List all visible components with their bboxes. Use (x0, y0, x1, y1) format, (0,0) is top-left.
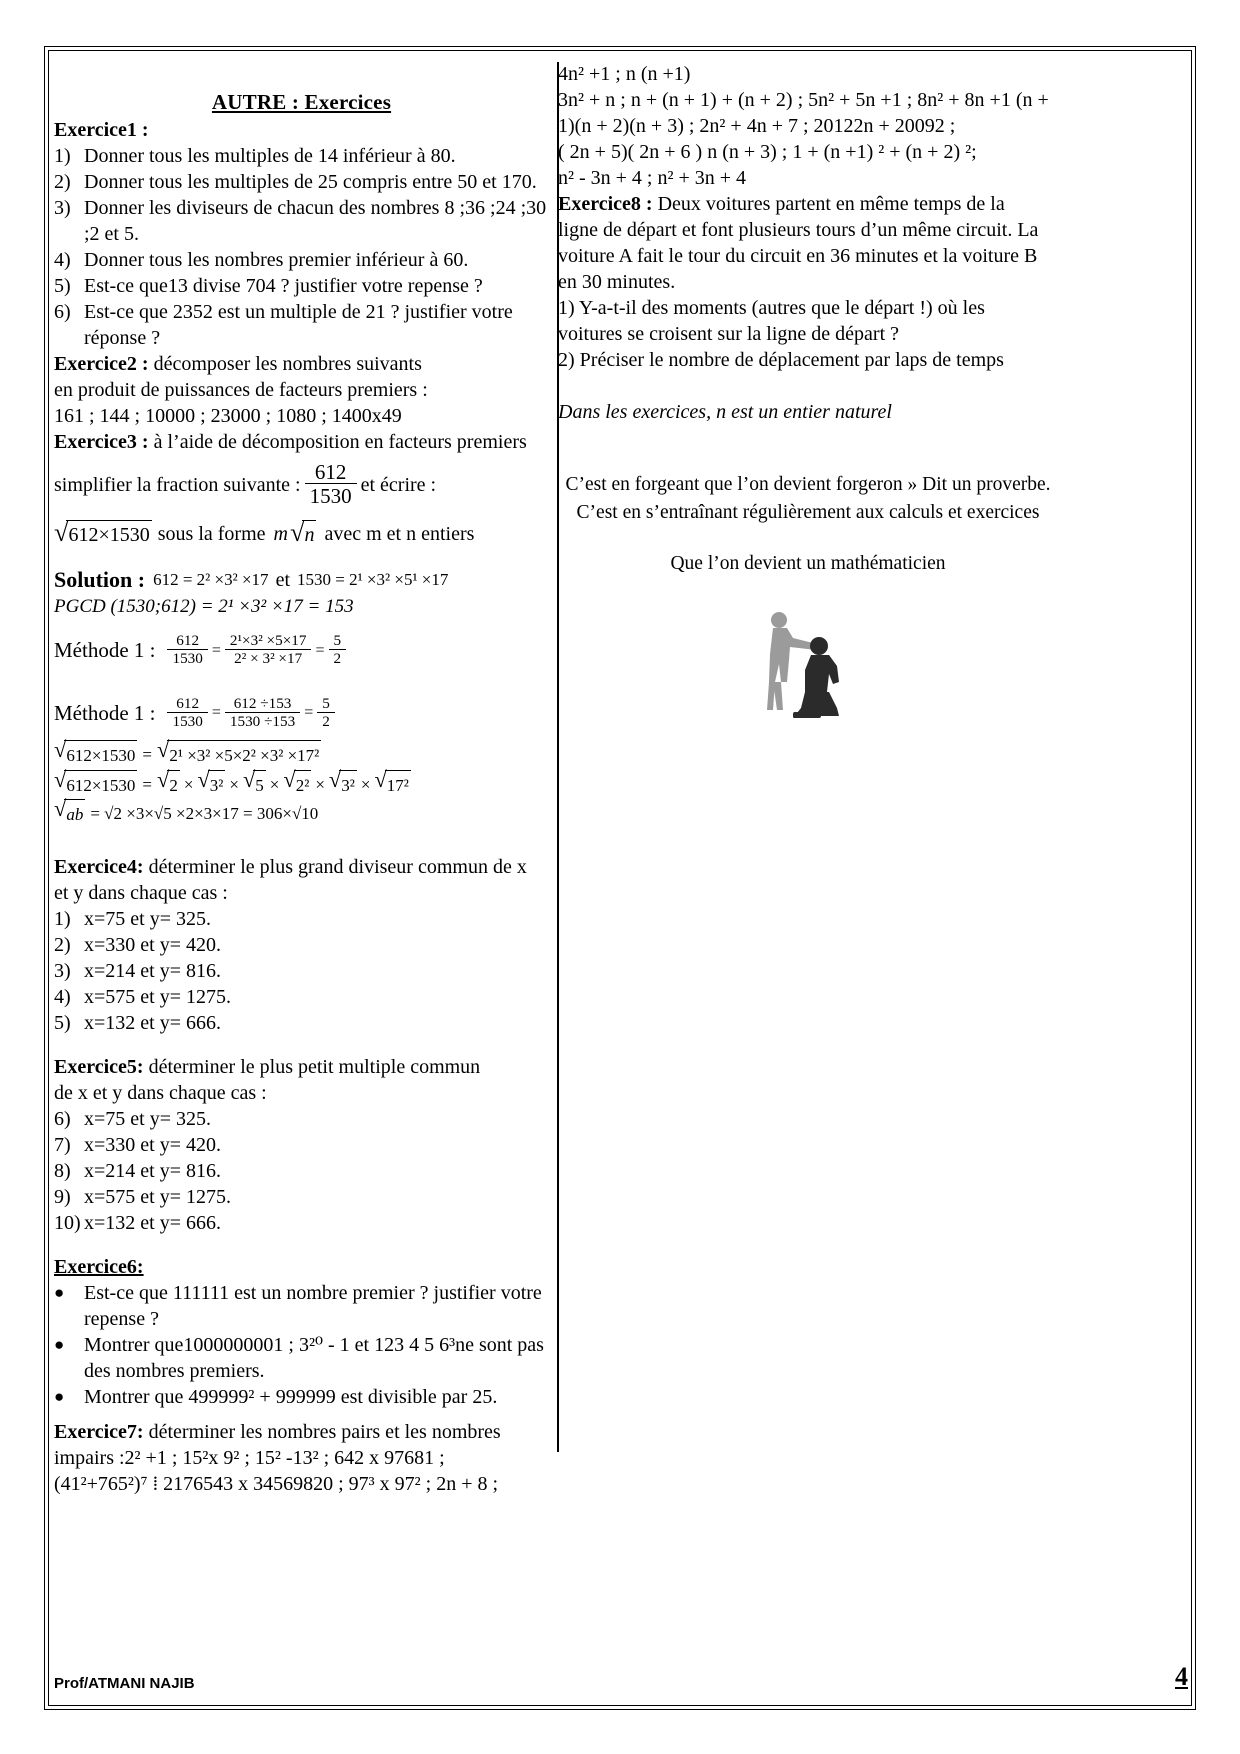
exercice5-line2: de x et y dans chaque cas : (54, 1081, 267, 1104)
silhouette-illustration (743, 604, 873, 732)
item-number: 4) (54, 249, 71, 271)
radical-sign-icon: √ (54, 766, 67, 792)
radicand: 3² (339, 770, 357, 799)
radical-sign-icon: √ (374, 766, 387, 792)
item-text: Donner tous les multiples de 14 inférieur à 80. (84, 145, 456, 167)
radicand: 2² (294, 770, 312, 799)
bullet-text: Est-ce que 111111 est un nombre premier ? justifier votre repense ? (84, 1281, 542, 1330)
item-number: 10) (54, 1211, 81, 1234)
exercice3-before-fraction: simplifier la fraction suivante : (54, 473, 301, 496)
list-item (54, 958, 549, 984)
quote-line-3: Que l’on devient un mathématicien (670, 552, 946, 574)
list-item (54, 169, 549, 195)
methode1-label: Méthode 1 : (54, 638, 156, 663)
footer-author: Prof/ATMANI NAJIB (54, 1675, 195, 1692)
radical-sign-icon: √ (242, 766, 256, 792)
sqrt-part-3 (242, 766, 266, 799)
equals-sign: = (142, 745, 153, 765)
methode2-equation (163, 696, 338, 730)
right-column (558, 58, 1058, 732)
fraction-numerator: 612 ÷153 (233, 694, 292, 712)
pgcd-line: PGCD (1530;612) = 2¹ ×3² ×17 = 153 (54, 595, 354, 617)
fraction-denominator: 1530 (167, 712, 207, 730)
exercice3-form-text: sous la forme (157, 523, 266, 546)
exercice4-line2: et y dans chaque cas : (54, 881, 228, 904)
item-number: 5) (54, 275, 71, 297)
equals-sign: = (304, 704, 314, 722)
fraction-2 (225, 633, 312, 667)
exercice3-end-text: avec m et n entiers (324, 523, 475, 546)
radical-sign-icon: √ (289, 517, 305, 548)
exercice2-intro-text: décomposer les nombres suivants (153, 353, 422, 375)
fraction-denominator: 2 (317, 712, 335, 730)
exercice8-question-2: 2) Préciser le nombre de déplacement par laps de temps (558, 349, 1004, 371)
item-text: x=575 et y= 1275. (84, 1185, 231, 1208)
item-text: x=575 et y= 1275. (84, 985, 231, 1008)
exercice3-fraction-row (54, 461, 549, 508)
methode2-row (54, 696, 549, 730)
exercice8-question-1: 1) Y-a-t-il des moments (autres que le départ !) où les (558, 297, 985, 319)
quote-line-2: C’est en s’entraînant régulièrement aux calculs et exercices (576, 502, 1040, 524)
sqrt-612x1530 (54, 517, 152, 548)
page-content (54, 58, 1188, 1658)
solution-et: et (275, 569, 290, 592)
sqrt-left (54, 737, 137, 769)
item-text: x=214 et y= 816. (84, 1159, 221, 1182)
fraction-numerator: 612 (314, 460, 347, 484)
bullet-text: Montrer que 499999² + 999999 est divisible par 25. (84, 1385, 498, 1408)
bullet-dot-icon: ● (54, 1282, 65, 1302)
exercice8-heading: Exercice8 : (558, 193, 653, 215)
sqrt-part-6 (374, 766, 410, 799)
equals-sign: = (211, 641, 221, 659)
exercice4-heading: Exercice4: (54, 855, 144, 878)
fraction-numerator: 2¹×3² ×5×17 (229, 632, 307, 650)
item-number: 7) (54, 1133, 71, 1156)
item-text: Est-ce que 2352 est un multiple de 21 ? justifier votre réponse ? (84, 301, 513, 349)
list-item (54, 299, 549, 351)
item-number: 1) (54, 907, 71, 930)
exercice8-line2: ligne de départ et font plusieurs tours d’un même circuit. La (558, 219, 1039, 241)
quote-line-1: C’est en forgeant que l’on devient forgeron » Dit un proverbe. (565, 474, 1051, 495)
methode1-equation (163, 633, 350, 667)
expression-line-3: ( 2n + 5)( 2n + 6 ) n (n + 3) ; 1 + (n +1) ² + (n + 2) ²; (558, 141, 977, 163)
times-sign: × (183, 774, 194, 794)
methode2-label: Méthode 1 : (54, 700, 156, 725)
solution-heading: Solution : (54, 567, 146, 593)
fraction-numerator: 5 (322, 694, 330, 712)
radical-sign-icon: √ (157, 737, 170, 763)
fraction-3 (317, 696, 335, 730)
item-number: 1) (54, 145, 71, 167)
item-number: 2) (54, 933, 71, 956)
item-number: 6) (54, 301, 71, 323)
item-text: x=75 et y= 325. (84, 907, 211, 930)
item-number: 4) (54, 985, 71, 1008)
exercice7-intro-text: déterminer les nombres pairs et les nombres (148, 1420, 501, 1443)
sqrt-left (54, 766, 137, 799)
radical-sign-icon: √ (328, 766, 342, 792)
fraction-1 (167, 696, 207, 730)
sqrt-equation-line-2 (54, 766, 549, 799)
exercice8-intro-text: Deux voitures partent en même temps de la (657, 193, 1005, 215)
times-sign: × (315, 774, 325, 794)
exercice4-intro (54, 854, 549, 880)
exercice6-heading: Exercice6: (54, 1255, 144, 1278)
fraction-3 (329, 633, 347, 667)
proverb-quote (558, 471, 1058, 578)
item-number: 5) (54, 1011, 71, 1034)
sqrt-ab (54, 795, 85, 828)
fraction-numerator: 612 (176, 694, 200, 712)
list-item (54, 273, 549, 299)
item-number: 3) (54, 959, 71, 982)
list-item (54, 1010, 549, 1036)
radicand: 612×1530 (66, 520, 151, 548)
expression-line-2: 3n² + n ; n + (n + 1) + (n + 2) ; 5n² + 5n +1 ; 8n² + 8n +1 (n + 1)(n + 2)(n + 3) ; 2n² + 4n + 7 ; 20122n + 20092 ; (558, 89, 1054, 137)
radicand: 612×1530 (64, 770, 137, 799)
list-item (54, 1106, 549, 1132)
exercice2-line2: en produit de puissances de facteurs premiers : (54, 379, 428, 401)
list-item (54, 1184, 549, 1210)
exercice1-heading: Exercice1 : (54, 119, 149, 141)
item-number: 9) (54, 1185, 71, 1208)
list-item (54, 1132, 549, 1158)
exercice4-intro-text: déterminer le plus grand diviseur commun de x (148, 855, 527, 878)
bullet-list-item (54, 1332, 549, 1384)
exercice7-heading: Exercice7: (54, 1420, 144, 1443)
fraction-numerator: 612 (176, 632, 200, 650)
exercice3-intro (54, 429, 549, 455)
exercice5-intro-text: déterminer le plus petit multiple commun (148, 1055, 481, 1078)
radical-sign-icon: √ (283, 766, 296, 792)
fraction-denominator: 2 (329, 649, 347, 667)
fraction-2 (225, 696, 300, 730)
radical-sign-icon: √ (54, 795, 67, 821)
radicand: 17² (385, 770, 411, 799)
sqrt-part-4 (283, 766, 311, 799)
times-sign: × (360, 774, 371, 794)
exercice7-line3: (41²+765²)⁷ ⁞ 2176543 x 34569820 ; 97³ x 97² ; 2n + 8 ; (54, 1472, 499, 1495)
item-text: Donner tous les multiples de 25 compris entre 50 et 170. (84, 171, 537, 193)
fraction-denominator: 1530 ÷153 (225, 712, 300, 730)
exercice7-intro (54, 1419, 549, 1445)
fraction-612-1530 (305, 461, 357, 508)
item-text: Donner tous les nombres premier inférieur à 60. (84, 249, 469, 271)
exercice2-numbers: 161 ; 144 ; 10000 ; 23000 ; 1080 ; 1400x49 (54, 405, 402, 427)
radical-sign-icon: √ (197, 766, 210, 792)
radicand: 2¹ ×3² ×5×2² ×3² ×17² (167, 740, 321, 769)
exercice2-intro (54, 351, 549, 377)
list-item (54, 906, 549, 932)
item-number: 3) (54, 197, 71, 219)
times-sign: × (269, 774, 280, 794)
radicand: 5 (253, 770, 266, 799)
methode1-row (54, 633, 549, 667)
item-text: x=330 et y= 420. (84, 1133, 221, 1156)
list-item (54, 932, 549, 958)
sqrt-equation-line-3 (54, 795, 549, 828)
bullet-text: Montrer que1000000001 ; 3²⁰ - 1 et 123 4 5 6³ne sont pas des nombres premiers. (84, 1333, 544, 1382)
fraction-1 (167, 633, 207, 667)
page-title: AUTRE : Exercices (211, 90, 392, 114)
list-item (54, 1158, 549, 1184)
sqrt-line3-text: = √2 ×3×√5 ×2×3×17 = 306×√10 (90, 803, 319, 823)
fraction-numerator: 5 (333, 632, 342, 650)
equals-sign: = (211, 704, 221, 722)
equals-sign: = (142, 774, 153, 794)
decomposition-612: 612 = 2² ×3² ×17 (153, 570, 269, 590)
item-text: x=132 et y= 666. (84, 1211, 221, 1234)
silhouette-icon (743, 604, 873, 732)
item-text: Donner les diviseurs de chacun des nombres 8 ;36 ;24 ;30 ;2 et 5. (84, 197, 547, 245)
sqrt-n (289, 517, 316, 548)
exercice8-question-1b: voitures se croisent sur la ligne de départ ? (558, 323, 899, 345)
exercice3-intro-text: à l’aide de décomposition en facteurs premiers (153, 431, 527, 453)
radicand: 3² (208, 770, 226, 799)
expression-line-4: n² - 3n + 4 ; n² + 3n + 4 (558, 167, 747, 189)
equals-sign: = (315, 641, 325, 659)
radicand-n: n (302, 520, 316, 548)
exercice3-after-fraction: et écrire : (360, 473, 437, 496)
exercice7-line2: impairs :2² +1 ; 15²x 9² ; 15² -13² ; 642 x 97681 ; (54, 1446, 445, 1469)
fraction-denominator: 1530 (305, 483, 357, 508)
natural-integer-note: Dans les exercices, n est un entier naturel (558, 401, 892, 423)
exercice5-heading: Exercice5: (54, 1055, 144, 1078)
fraction-denominator: 1530 (167, 649, 207, 667)
exercice8-intro (558, 191, 1058, 217)
exercice3-sqrt-row (54, 517, 549, 548)
item-text: x=330 et y= 420. (84, 933, 221, 956)
bullet-list-item (54, 1384, 549, 1410)
list-item (54, 195, 549, 247)
sqrt-equation-line-1 (54, 737, 549, 769)
radical-sign-icon: √ (157, 766, 170, 792)
item-number: 6) (54, 1107, 71, 1130)
exercice8-line3: voiture A fait le tour du circuit en 36 minutes et la voiture B (558, 245, 1038, 267)
fraction-denominator: 2² × 3² ×17 (225, 649, 312, 667)
solution-row (54, 566, 549, 595)
sqrt-right (157, 737, 321, 769)
exercice3-heading: Exercice3 : (54, 431, 149, 453)
list-item (54, 1210, 549, 1236)
item-text: x=214 et y= 816. (84, 959, 221, 982)
radical-sign-icon: √ (54, 517, 69, 548)
item-number: 2) (54, 171, 71, 193)
left-column (54, 58, 549, 1497)
radicand-ab: ab (64, 799, 85, 828)
times-sign: × (229, 774, 239, 794)
radicand: 2 (167, 770, 180, 799)
expression-line-1: 4n² +1 ; n (n +1) (558, 63, 691, 85)
exercice5-intro (54, 1054, 549, 1080)
list-item (54, 143, 549, 169)
footer-page-number: 4 (1175, 1662, 1188, 1691)
item-text: x=75 et y= 325. (84, 1107, 211, 1130)
bullet-dot-icon: ● (54, 1334, 65, 1354)
item-text: x=132 et y= 666. (84, 1011, 221, 1034)
exercice2-heading: Exercice2 : (54, 353, 149, 375)
exercice8-line4: en 30 minutes. (558, 271, 676, 293)
item-number: 8) (54, 1159, 71, 1182)
bullet-dot-icon: ● (54, 1386, 65, 1406)
item-text: Est-ce que13 divise 704 ? justifier votre repense ? (84, 275, 483, 297)
bullet-list-item (54, 1280, 549, 1332)
sqrt-part-5 (328, 766, 357, 799)
list-item (54, 247, 549, 273)
list-item (54, 984, 549, 1010)
sqrt-part-2 (197, 766, 225, 799)
sqrt-part-1 (157, 766, 180, 799)
decomposition-1530: 1530 = 2¹ ×3² ×5¹ ×17 (297, 570, 449, 590)
form-m: m (273, 523, 288, 546)
radical-sign-icon: √ (54, 737, 67, 763)
radicand: 612×1530 (64, 740, 137, 769)
page-footer (54, 1662, 1188, 1692)
